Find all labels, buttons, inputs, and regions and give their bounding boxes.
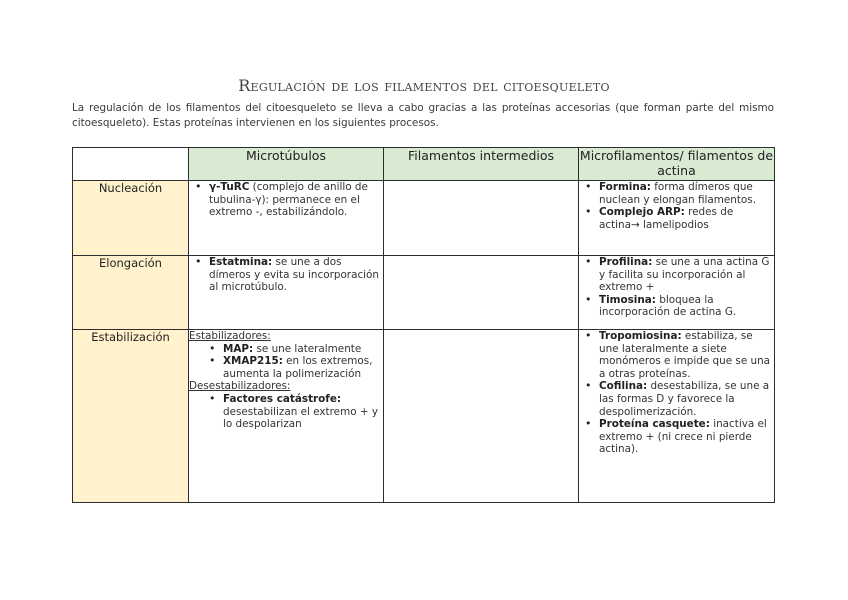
cell-nucleacion-intermedios: [384, 181, 579, 256]
list-item: • Timosina: bloquea la incorporación de actina G.: [599, 294, 774, 319]
cell-elongacion-actina: [579, 256, 775, 330]
table-row-estabilizacion: [73, 330, 775, 503]
list-item: • Factores catástrofe: desestabilizan el extremo + y lo despolarizan: [223, 393, 383, 431]
cell-elongacion-intermedios: [384, 256, 579, 330]
list-item: • XMAP215: en los extremos, aumenta la polimerización: [223, 355, 383, 380]
cell-estabilizacion-microtubulos: [189, 330, 384, 503]
corner-cell: [73, 148, 189, 181]
column-header-microtubulos: Microtúbulos: [189, 148, 384, 181]
list-item: • γ-TuRC (complejo de anillo de tubulina-γ): permanece en el extremo -, estabilizándolo.: [209, 181, 383, 219]
list-item: • Estatmina: se une a dos dímeros y evita su incorporación al microtúbulo.: [209, 256, 383, 294]
table-row-elongacion: [73, 256, 775, 330]
table-row-nucleacion: [73, 181, 775, 256]
list-item: • Proteína casquete: inactiva el extremo + (ni crece ni pierde actina).: [599, 418, 774, 456]
intro-paragraph: La regulación de los filamentos del citoesqueleto se lleva a cabo gracias a las proteínas accesorias (que forman parte del mismo citoesqueleto). Estas proteínas intervienen en los siguientes procesos.: [72, 102, 774, 129]
cell-elongacion-microtubulos: [189, 256, 384, 330]
regulation-table: [72, 147, 775, 503]
cell-estabilizacion-actina: [579, 330, 775, 503]
list-item: • Formina: forma dímeros que nuclean y elongan filamentos.: [599, 181, 774, 206]
header-row: [73, 148, 775, 181]
row-header-estabilizacion: Estabilización: [73, 330, 189, 503]
cell-estabilizacion-intermedios: [384, 330, 579, 503]
list-item: • MAP: se une lateralmente: [223, 343, 383, 356]
row-header-nucleacion: Nucleación: [73, 181, 189, 256]
cell-nucleacion-actina: [579, 181, 775, 256]
row-header-elongacion: Elongación: [73, 256, 189, 330]
list-item: • Profilina: se une a una actina G y facilita su incorporación al extremo +: [599, 256, 774, 294]
stabilizers-heading: Estabilizadores:: [189, 330, 271, 342]
list-item: • Cofilina: desestabiliza, se une a las formas D y favorece la despolimerización.: [599, 380, 774, 418]
list-item: • Complejo ARP: redes de actina→ lamelipodios: [599, 206, 774, 231]
page-title: Regulación de los filamentos del citoesqueleto: [238, 76, 610, 95]
list-item: • Tropomiosina: estabiliza, se une lateralmente a siete monómeros e impide que se una a otras proteínas.: [599, 330, 774, 380]
cell-nucleacion-microtubulos: [189, 181, 384, 256]
column-header-microfilamentos: Microfilamentos/ filamentos de actina: [579, 148, 775, 181]
column-header-filamentos-intermedios: Filamentos intermedios: [384, 148, 579, 181]
destabilizers-heading: Desestabilizadores:: [189, 380, 291, 393]
